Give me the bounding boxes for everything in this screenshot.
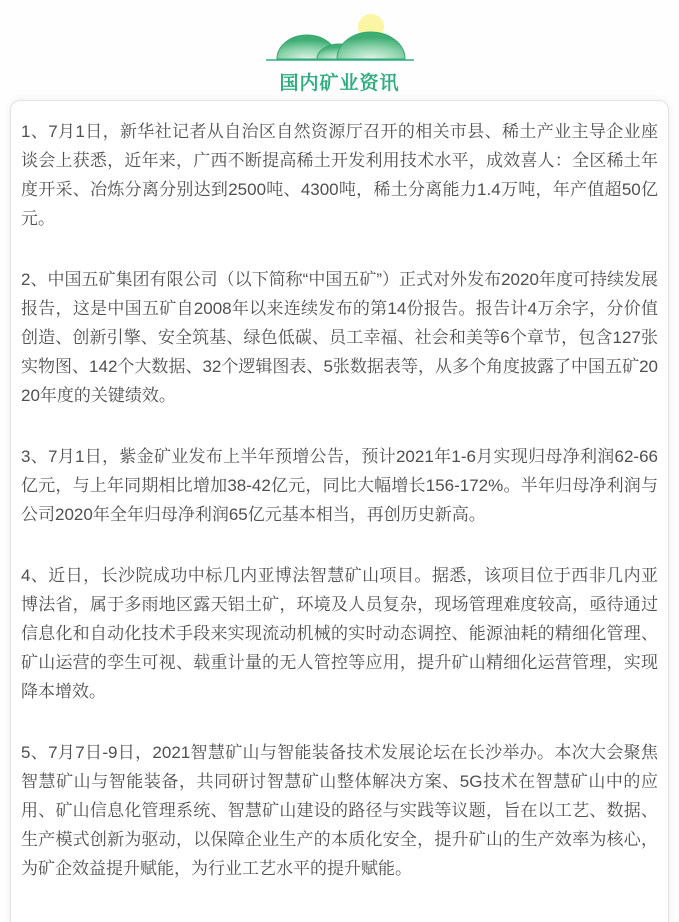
article-header	[0, 0, 679, 95]
news-item-5: 5、7月7日-9日，2021智慧矿山与智能装备技术发展论坛在长沙举办。本次大会聚焦智慧矿山与智能装备，共同研讨智慧矿山整体解决方案、5G技术在智慧矿山中的应用、矿山信息化管理系统、智慧矿山建设的路径与实践等议题，旨在以工艺、数据、生产模式创新为驱动，以保障企业生产的本质化安全，提升矿山的生产效率为核心，为矿企效益提升赋能，为行业工艺水平的提升赋能。	[21, 743, 658, 878]
news-item-1: 1、7月1日，新华社记者从自治区自然资源厅召开的相关市县、稀土产业主导企业座谈会上获悉，近年来，广西不断提高稀土开发利用技术水平，成效喜人：全区稀土年度开采、冶炼分离分别达到2500吨、4300吨，稀土分离能力1.4万吨，年产值超50亿元。	[21, 122, 658, 228]
news-item-4: 4、近日，长沙院成功中标几内亚博法智慧矿山项目。据悉，该项目位于西非几内亚博法省，属于多雨地区露天铝土矿，环境及人员复杂，现场管理难度较高，亟待通过信息化和自动化技术手段来实现流动机械的实时动态调控、能源油耗的精细化管理、矿山运营的孪生可视、载重计量的无人管控等应用，提升矿山精细化运营管理，实现降本增效。	[21, 566, 658, 701]
news-card	[10, 100, 669, 922]
mountain-right-icon	[337, 32, 405, 59]
page-title: 国内矿业资讯	[279, 73, 400, 94]
news-item-3: 3、7月1日，紫金矿业发布上半年预增公告，预计2021年1-6月实现归母净利润62-66亿元，与上年同期相比增加38-42亿元，同比大幅增长156-172%。半年归母净利润与公司2020年全年归母净利润65亿元基本相当，再创历史新高。	[21, 447, 658, 524]
news-item-2: 2、中国五矿集团有限公司（以下简称“中国五矿”）正式对外发布2020年度可持续发展报告，这是中国五矿自2008年以来连续发布的第14份报告。报告计4万余字，分价值创造、创新引擎、安全筑基、绿色低碳、员工幸福、社会和美等6个章节，包含127张实物图、142个大数据、32个逻辑图表、5张数据表等，从多个角度披露了中国五矿2020年度的关键绩效。	[21, 270, 658, 405]
mountains-sun-logo-icon	[264, 12, 416, 64]
